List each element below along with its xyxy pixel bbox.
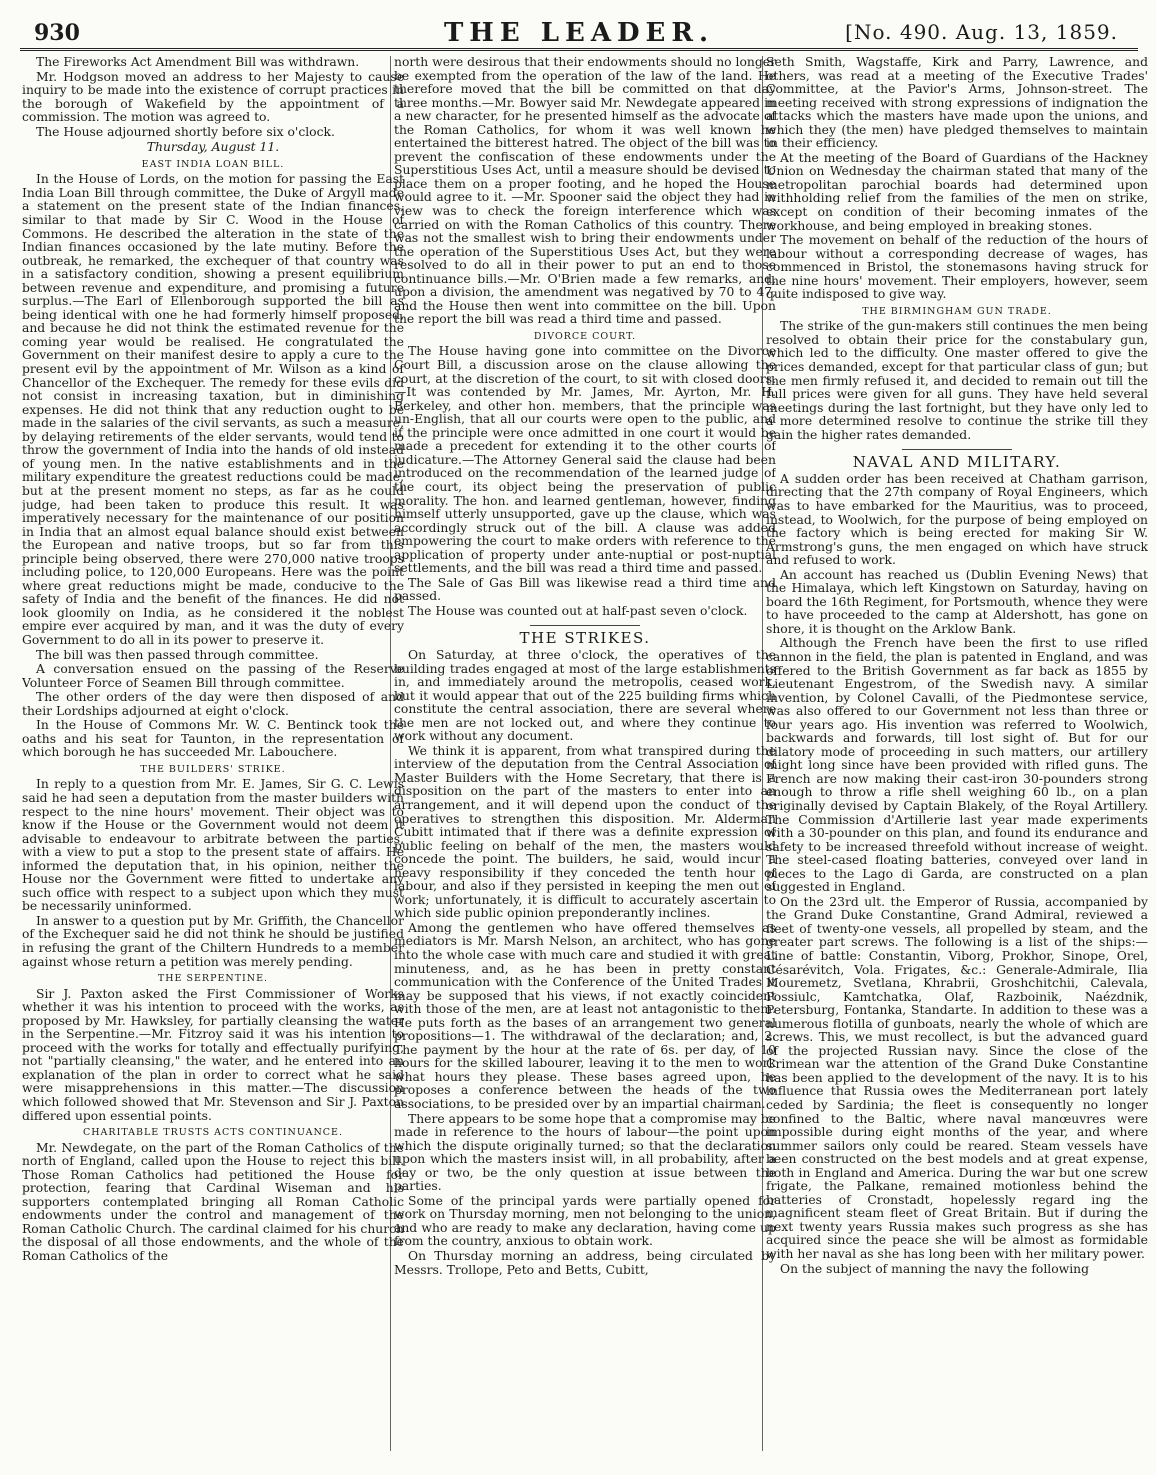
subheading: THE BUILDERS' STRIKE. xyxy=(140,763,286,775)
subheading: THE SERPENTINE. xyxy=(157,973,269,985)
paragraph: Some of the principal yards were partially opened for work on Thursday morning, men not belonging to the union, and who are ready to make any declaration, having come up from the country, anxious to obtain work. xyxy=(394,1193,776,1249)
paragraph: The House adjourned shortly before six o'clock. xyxy=(36,124,335,139)
subheading: DIVORCE COURT. xyxy=(533,330,637,342)
paragraph: Although the French have been the first to use rifled cannon in the field, the plan is patented in England, and was offered to the British Government as far back as 1855 by Lieutenant Engestrom, of the Swedish navy. A similar invention, by Colonel Cavalli, of the Piedmontese service, was also offered to our Government not less than three or four years ago. His invention was referred to Woolwich, backwards and forwards, till lost sight of. But for our dilatory mode of proceeding in such matters, our artillery might long since have been provided with rifled guns. The French are now making their cast-iron 30-pounders strong enough to throw a rifle shell weighing 60 lb., on a plan originally devised by Captain Blakely, of the Royal Artillery. The Commission d'Artillerie last year made experiments with a 30-pounder on this plan, and found its endurance and safety to be increased threefold without increase of weight. The steel-cased floating batteries, conveyed over land in pieces to the Lago di Garda, are constructed on a plan suggested in England. xyxy=(766,636,1148,895)
paragraph: The bill was then passed through committee. xyxy=(36,647,319,662)
paragraph: The House was counted out at half-past seven o'clock. xyxy=(408,603,748,618)
page-number: 930 xyxy=(34,20,80,46)
subheading: CHARITABLE TRUSTS ACTS CONTINUANCE. xyxy=(83,1127,343,1139)
paragraph: The movement on behalf of the reduction of the hours of labour without a corresponding decrease of wages, has commenced in Bristol, the stonemasons having struck for the nine hours' movement. Their employers, however, seem quite indisposed to give way. xyxy=(766,233,1148,302)
paragraph: An account has reached us (Dublin Evening News) that the Himalaya, which left Kingstown on Saturday, having on board the 16th Regiment, for Portsmouth, whence they were to have proceeded to the camp at Aldershott, has gone on shore, it is thought on the Arklow Bank. xyxy=(766,567,1148,636)
paragraph: At the meeting of the Board of Guardians of the Hackney Union on Wednesday the chairman stated that many of the metropolitan parochial boards had determined upon withholding relief from the families of the men on strike, except on condition of their becoming inmates of the workhouse, and being employed in breaking stones. xyxy=(766,150,1148,233)
paragraph: The House having gone into committee on the Divorce Court Bill, a discussion arose on the clause allowing the court, at the discretion of the court, to sit with closed doors.—It was contended by Mr. James, Mr. Ayrton, Mr. H. Berkeley, and other hon. members, that the principle was un-English, that all our courts were open to the public, and if the principle were once admitted in one court it would be made a precedent for extending it to the other courts of judicature.—The Attorney General said the clause had been introduced on the recommendation of the learned judge of the court, its object being the preservation of public morality. The hon. and learned gentleman, however, finding himself utterly unsupported, gave up the clause, which was accordingly struck out of the bill. A clause was added empowering the court to make orders with reference to the application of property under ante-nuptial or post-nuptial settlements, and the bill was read a third time and passed. xyxy=(394,344,776,576)
paragraph: Sir J. Paxton asked the First Commissioner of Works whether it was his intention to proceed with the works, as proposed by Mr. Hawksley, for partially cleansing the water in the Serpentine.—Mr. Fitzroy said it was his intention to proceed with the works for totally and effectually purifying, not "partially cleansing," the water, and he entered into an explanation of the plan in order to correct what he said were misapprehensions in this matter.—The discussion which followed showed that Mr. Stevenson and Sir J. Paxton differed upon essential points. xyxy=(22,986,404,1123)
paragraph: The strike of the gun-makers still continues the men being resolved to obtain their price for the constabulary gun, which led to the difficulty. One master offered to give the prices demanded, except for that particular class of gun; but the men firmly refused it, and decided to remain out till the full prices were given for all guns. They have held several meetings during the last fortnight, but they have only led to a more determined resolve to continue the strike till they gain the higher rates demanded. xyxy=(766,319,1148,442)
paragraph: In the House of Commons Mr. W. C. Bentinck took the oaths and his seat for Taunton, in the representation of which borough he has succeeded Mr. Labouchere. xyxy=(22,718,404,760)
paragraph: In the House of Lords, on the motion for passing the East India Loan Bill through committee, the Duke of Argyll made a statement on the present state of the Indian finances, similar to that made by Sir C. Wood in the House of Commons. He described the alteration in the state of the Indian finances occasioned by the late mutiny. Before the outbreak, he remarked, the exchequer of that country was in a satisfactory condition, showing a present equilibrium between revenue and expenditure, and promising a future surplus.—The Earl of Ellenborough supported the bill as being identical with one he had formerly himself proposed, and because he did not think the estimated revenue for the coming year would be realised. He congratulated the Government on their manifest desire to apply a cure to the present evil by the appointment of Mr. Wilson as a kind of Chancellor of the Exchequer. The remedy for these evils did not consist in increasing taxation, but in diminishing expenses. He did not think that any reduction ought to be made in the salaries of the civil servants, as such a measure, by delaying retirements of the elder servants, would tend to throw the government of India into the hands of old instead of young men. In the native establishments and in the military expenditure the greatest reductions could be made, but at the present moment no steps, as far as he could judge, had been taken to produce this result. It was imperatively necessary for the maintenance of our position in India that an almost equal balance should exist between the European and native troops, but so far from this principle being observed, there were 270,000 native troops including police, to 120,000 Europeans. Here was the point where great reductions might be made, conducive to the safety of India and the benefit of the finances. He did not look gloomily on India, as he considered it the noblest empire ever acquired by man, and it was the duty of every Government to do all in its power to preserve it. xyxy=(22,172,404,647)
masthead xyxy=(20,14,1138,51)
paragraph: The Fireworks Act Amendment Bill was withdrawn. xyxy=(36,56,360,69)
paragraph: On Saturday, at three o'clock, the operatives of the building trades engaged at most of the large establishments in, and immediately around the metropolis, ceased work, but it would appear that out of the 225 building firms which constitute the central association, there are several where the men are not locked out, and where they continue to work without any document. xyxy=(394,647,776,744)
paragraph: Among the gentlemen who have offered themselves as mediators is Mr. Marsh Nelson, an architect, who has gone into the whole case with much care and studied it with great minuteness, and, as he has been in pretty constant communication with the Conference of the United Trades it may be supposed that his views, if not exactly coincident with those of the men, are at least not antagonistic to them. He puts forth as the bases of an arrangement two general propositions—1. The withdrawal of the declaration; and, 2. The payment by the hour at the rate of 6s. per day, of 10 hours for the skilled labourer, leaving it to the men to work what hours they please. These bases agreed upon, he proposes a conference between the heads of the two associations, to be presided over by an impartial chairman. xyxy=(394,920,776,1112)
paragraph: Seth Smith, Wagstaffe, Kirk and Parry, Lawrence, and others, was read at a meeting of the Executive Trades' Committee, at the Pavior's Arms, Johnson-street. The meeting received with strong expressions of indignation the attacks which the masters have made upon the unions, and which they (the men) have pledged themselves to maintain in their efficiency. xyxy=(766,56,1148,151)
issue-number-date: [No. 490. Aug. 13, 1859. xyxy=(845,20,1118,44)
section-heading: THE STRIKES. xyxy=(519,629,651,648)
subheading: THE BIRMINGHAM GUN TRADE. xyxy=(862,305,1052,317)
column-3 xyxy=(766,56,1148,1456)
section-rule xyxy=(530,625,640,626)
paragraph: In reply to a question from Mr. E. James, Sir G. C. Lewis said he had seen a deputation from the master builders with respect to the nine hours' movement. Their object was to know if the House or the Government would not deem it advisable to endeavour to arbitrate between the parties, with a view to put a stop to the present state of affairs. He informed the deputation that, in his opinion, neither the House nor the Government were fitted to undertake any such office with respect to a subject upon which they must be necessarily uninformed. xyxy=(22,777,404,914)
column-2 xyxy=(394,56,776,1456)
paragraph: A sudden order has been received at Chatham garrison, directing that the 27th company of Royal Engineers, which was to have embarked for the Mauritius, was to proceed, instead, to Woolwich, for the purpose of being employed on the factory which is being erected for making Sir W. Armstrong's guns, the men engaged on which have struck and refused to work. xyxy=(766,471,1148,568)
session-date: Thursday, August 11. xyxy=(146,140,280,155)
paragraph: We think it is apparent, from what transpired during the interview of the deputation from the Central Association of Master Builders with the Home Secretary, that there is a disposition on the part of the masters to enter into an arrangement, and it will depend upon the conduct of the operatives to strengthen this disposition. Mr. Alderman Cubitt intimated that if there was a definite expression of public feeling on behalf of the men, the masters would concede the point. The builders, he said, would incur a heavy responsibility if they conceded the tenth hour of labour, and also if they persisted in keeping the men out of work; unfortunately, it is difficult to accurately ascertain to which side public opinion preponderantly inclines. xyxy=(394,743,776,921)
paragraph: Mr. Hodgson moved an address to her Majesty to cause inquiry to be made into the existence of corrupt practices in the borough of Wakefield by the appointment of a commission. The motion was agreed to. xyxy=(22,69,404,125)
paragraph: On the subject of manning the navy the following xyxy=(780,1261,1090,1276)
section-heading: NAVAL AND MILITARY. xyxy=(852,453,1062,472)
column-1 xyxy=(22,56,404,1456)
paragraph: There appears to be some hope that a compromise may be made in reference to the hours of labour—the point upon which the dispute originally turned; so that the declaration upon which the masters insist will, in all probability, after a day or two, be the only question at issue between the parties. xyxy=(394,1111,776,1194)
paragraph: Mr. Newdegate, on the part of the Roman Catholics of the north of England, called upon the House to reject this bill. Those Roman Catholics had petitioned the House for protection, fearing that Cardinal Wiseman and his supporters contemplated bringing all Roman Catholic endowments under the control and management of the Roman Catholic Church. The cardinal claimed for his church the disposal of all those endowments, and the whole of the Roman Catholics of the xyxy=(22,1140,404,1264)
paragraph: A conversation ensued on the passing of the Reserve Volunteer Force of Seamen Bill through committee. xyxy=(22,662,404,690)
paragraph: In answer to a question put by Mr. Griffith, the Chancellor of the Exchequer said he did not think he should be justified in refusing the grant of the Chiltern Hundreds to a member against whose return a petition was merely pending. xyxy=(22,913,404,969)
section-rule xyxy=(902,449,1012,450)
subheading: EAST INDIA LOAN BILL. xyxy=(141,158,285,170)
newspaper-title: THE LEADER. xyxy=(443,18,715,48)
paragraph: On Thursday morning an address, being circulated by Messrs. Trollope, Peto and Betts, Cubitt, xyxy=(394,1249,776,1277)
paragraph: The other orders of the day were then disposed of and their Lordships adjourned at eight o'clock. xyxy=(22,690,404,718)
paragraph: The Sale of Gas Bill was likewise read a third time and passed. xyxy=(394,575,776,604)
paragraph: On the 23rd ult. the Emperor of Russia, accompanied by the Grand Duke Constantine, Grand Admiral, reviewed a fleet of twenty-one vessels, all propelled by steam, and the greater part screws. The following is a list of the ships:—Line of battle: Constantin, Viborg, Prokhor, Sinope, Orel, Césarévitch, Vola. Frigates, &c.: Generale-Admirale, Ilia Mouremetz, Svetlana, Khrabrii, Groshchitchii, Calevala, Possiulc, Kamtchatka, Olaf, Razboinik, Naézdnik, Petersburg, Fontanka, Standarte. In addition to these was a numerous flotilla of gunboats, nearly the whole of which are screws. This, we must recollect, is but the advanced guard of the projected Russian navy. Since the close of the Crimean war the attention of the Grand Duke Constantine has been applied to the development of the navy. It is to his influence that Russia owes the Mediterranean port lately ceded by Sardinia; the fleet is consequently no longer confined to the Baltic, where naval manœuvres were impossible during eight months of the year, and where summer sailors only could be reared. Steam vessels have been constructed on the best models and at great expense, both in England and America. During the war but one screw frigate, the Palkane, remained motionless behind the batteries of Cronstadt, hopelessly regard ing the magnificent steam fleet of Great Britain. But if during the next twenty years Russia makes such progress as she has acquired since the peace she will be almost as formidable with her naval as she has long been with her military power. xyxy=(766,894,1148,1262)
paragraph: north were desirous that their endowments should no longer be exempted from the operation of the law of the land. He therefore moved that the bill be committed on that day three months.—Mr. Bowyer said Mr. Newdegate appeared in a new character, for he presented himself as the advocate of the Roman Catholics, for whom it was well known he entertained the bitterest hatred. The object of the bill was to prevent the confiscation of these endowments under the Superstitious Uses Act, until a measure should be devised to place them on a proper footing, and he hoped the House would agree to it. —Mr. Spooner said the object they had in view was to check the foreign interference which was carried on with the Roman Catholics of this country. There was not the smallest wish to bring their endowments under the operation of the Superstitious Uses Act, but they were resolved to do all in their power to put an end to those continuance bills.—Mr. O'Brien made a few remarks, and, upon a division, the amendment was negatived by 70 to 47, and the House then went into committee on the bill. Upon the report the bill was read a third time and passed. xyxy=(394,56,776,327)
